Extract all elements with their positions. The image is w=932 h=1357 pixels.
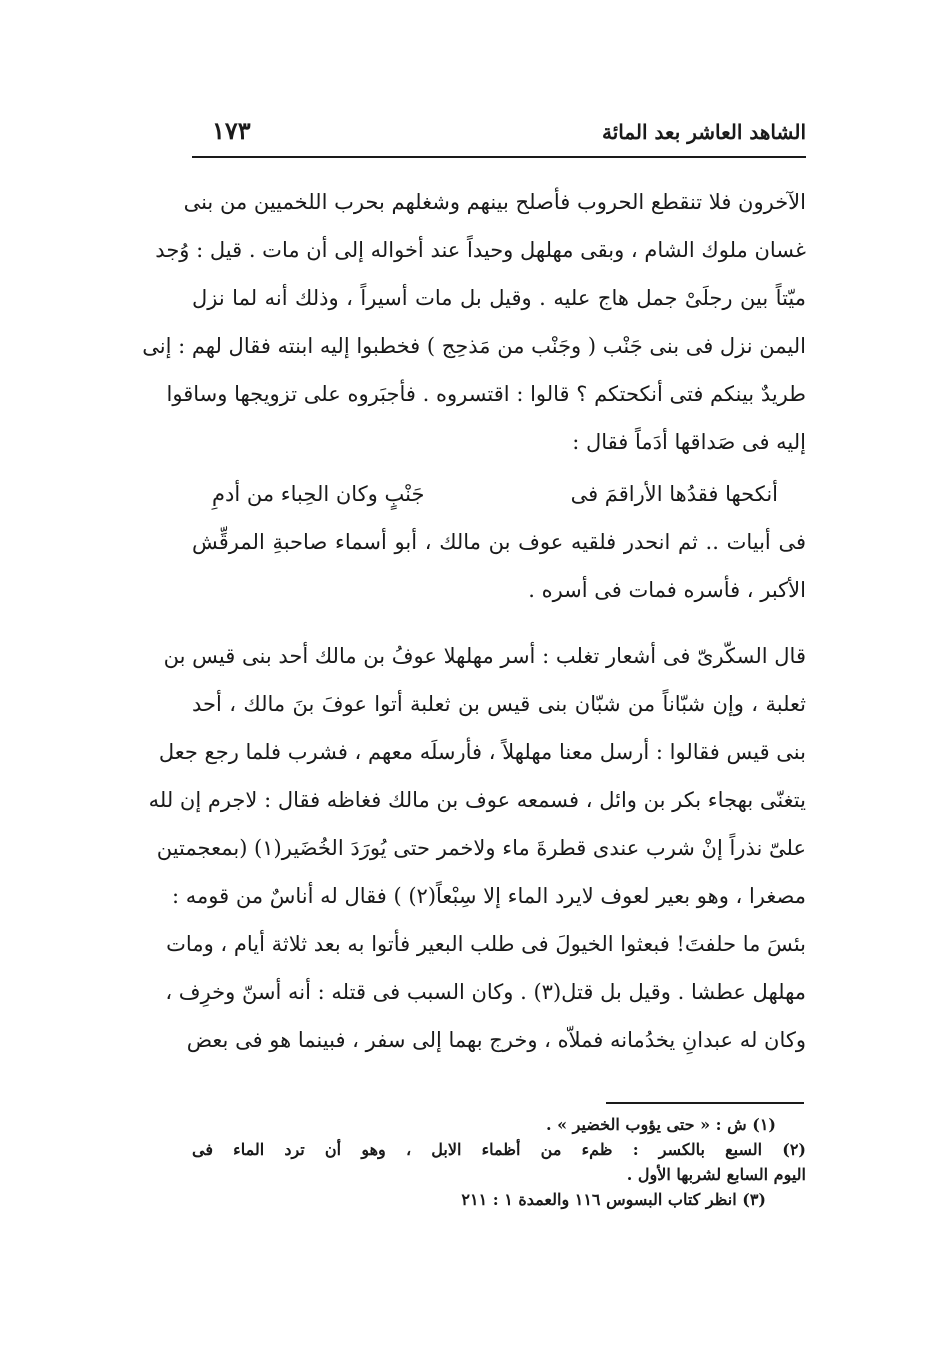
page-header bbox=[192, 112, 806, 158]
text-line: غسان ملوك الشام ، وبقى مهلهل وحيداً عند أخواله إلى أن مات . قيل : وُجد bbox=[155, 238, 806, 262]
text-line: طريدٌ بينكم فتى أنكحتكم ؟ قالوا : اقتسروه . فأجبَروه على تزويجها وساقوا bbox=[166, 382, 806, 406]
text-line: فى أبيات .. ثم انحدر فلقيه عوف بن مالك ، أبو أسماء صاحبةِ المرقِّش bbox=[192, 530, 806, 554]
text-line: ميّتاً بين رجلَىْ جمل هاج عليه . وقيل بل مات أسيراً ، وذلك أنه لما نزل bbox=[192, 286, 806, 310]
text-line: قال السكّرىّ فى أشعار تغلب : أسر مهلهلا عوفُ بن مالك أحد بنى قيس بن bbox=[163, 644, 806, 668]
footnote-3: (٣) انظر كتاب البسوس ١١٦ والعمدة ١ : ٢١١ bbox=[461, 1190, 766, 1209]
text-line: ثعلبة ، وإن شبّاناً من شبّان بنى قيس بن ثعلبة أتوا عوفَ بنَ مالك ، أحد bbox=[192, 692, 806, 716]
text-line: إليه فى صَداقها أدَماً فقال : bbox=[572, 430, 806, 454]
text-line: وكان له عبدانِ يخدُمانه فملاّه ، وخرج بهما إلى سفر ، فبينما هو فى بعض bbox=[186, 1028, 806, 1052]
text-line: الآخرون فلا تنقطع الحروب فأصلح بينهم وشغلهم بحرب اللخميين من بنى bbox=[183, 190, 806, 214]
text-line: يتغنّى بهجاء بكر بن وائل ، فسمعه عوف بن مالك فغاظه فقال : لاجرم إن لله bbox=[148, 788, 806, 812]
text-line: اليمن نزل فى بنى جَنْب ( وجَنْب من مَذحِج ) فخطبوا إليه ابنته فقال لهم : إنى bbox=[142, 334, 806, 358]
text-line: مهلهل عطشا . وقيل بل قتل(٣) . وكان السبب فى قتله : أنه أسنّ وخرِف ، bbox=[165, 980, 806, 1004]
text-line: بنى قيس فقالوا : أرسل معنا مهلهلاً ، فأرسلَه معهم ، فشرب فلما رجع جعل bbox=[158, 740, 806, 764]
footnote-2: (٢) السبع بالكسر : ظمء من أظماء الابل ، وهو أن ترد الماء فى bbox=[192, 1140, 806, 1159]
text-line: الأكبر ، فأسره فمات فى أسره . bbox=[528, 578, 806, 602]
footnote-2-continuation: اليوم السابع لشربها الأول . bbox=[626, 1165, 806, 1184]
verse-hemistich-first: أنكحها فقدُها الأراقمَ فى bbox=[570, 482, 778, 506]
main-text bbox=[142, 178, 806, 1064]
text-line: علىّ نذراً إنْ شرب عندى قطرةَ ماء ولاخمر حتى يُورَدَ الخُضَير(١) (بمعجمتين bbox=[156, 836, 806, 860]
text-line: مصغرا ، وهو بعير لعوف لايرد الماء إلا سِبْعاً(٢) ) فقال له أناسٌ من قومه : bbox=[172, 884, 806, 908]
text-line: بئسَ ما حلفتَ! فبعثوا الخيولَ فى طلب البعير فأتوا به بعد ثلاثة أيام ، ومات bbox=[166, 932, 806, 956]
footnote-divider bbox=[606, 1102, 804, 1104]
verse-hemistich-second: جَنْبٍ وكان الحِباء من أدمِ bbox=[212, 482, 425, 506]
footnotes bbox=[192, 1112, 806, 1212]
footnote-1: (١) ش : « حتى يؤوب الخضير » . bbox=[545, 1115, 776, 1134]
paragraph-gap bbox=[192, 614, 806, 632]
page-number: ١٧٣ bbox=[212, 116, 251, 145]
running-title: الشاهد العاشر بعد المائة bbox=[601, 120, 806, 144]
poetry-verse bbox=[192, 470, 806, 518]
